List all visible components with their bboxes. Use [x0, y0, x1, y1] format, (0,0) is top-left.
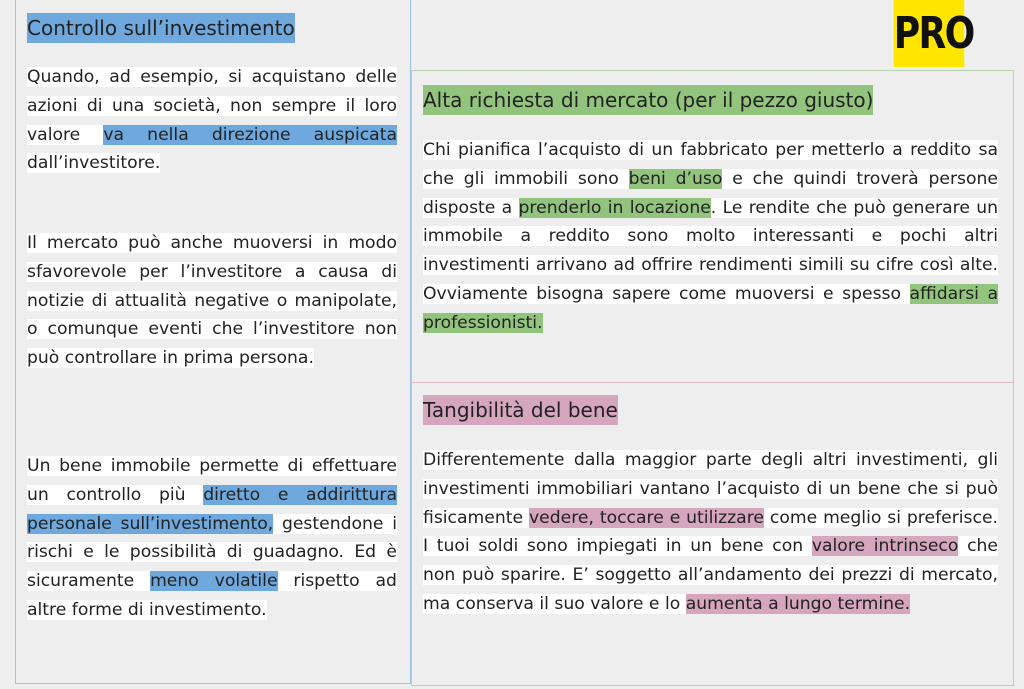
- highlighted-text: beni d’uso: [628, 168, 723, 189]
- pro-badge: PRO: [894, 0, 965, 67]
- text-run: Chi pianifica l’acquisto di un fabbricato per metterlo a reddito sa che gli immobili sono: [423, 140, 998, 189]
- market-demand-heading: Alta richiesta di mercato (per il pezzo giusto): [423, 85, 873, 115]
- text-run: che non può sparire. E’ soggetto all’andamento dei prezzi di mercato, ma conserva il suo valore e lo: [423, 536, 998, 614]
- highlighted-text: affidarsi a professionisti.: [423, 283, 998, 333]
- highlighted-text: prenderlo in locazione: [518, 197, 711, 218]
- left-paragraph-2: [27, 229, 397, 373]
- highlighted-text: va nella direzione auspicata: [103, 124, 397, 145]
- highlighted-text: aumenta a lungo termine.: [685, 593, 911, 614]
- text-run: Un bene immobile permette di effettuare un controllo più: [27, 456, 397, 505]
- text-run: gestendone i rischi e le possibilità di guadagno. Ed è sicuramente: [27, 513, 398, 592]
- panel-divider: [411, 382, 1014, 383]
- highlighted-text: diretto e addirittura personale sull’investimento,: [27, 484, 397, 534]
- text-run: come meglio si preferisce. I tuoi soldi sono impiegati in un bene con: [423, 507, 998, 557]
- highlighted-text: valore intrinseco: [811, 536, 959, 557]
- market-demand-paragraph: [423, 136, 998, 338]
- text-run: . Le rendite che può generare un immobile a reddito sono molto interessanti e pochi altri investimenti arrivano ad offrire rendimenti simili su cifre così alte. Ovviamente bisogna sapere come muoversi e spesso: [423, 197, 998, 304]
- highlighted-text: vedere, toccare e utilizzare: [528, 507, 764, 528]
- text-run: Il mercato può anche muoversi in modo sfavorevole per l’investitore a causa di notizie di attualità negative o manipolate, o comunque eventi che l’investitore non può controllare in prima persona.: [27, 233, 397, 369]
- text-run: rispetto ad altre forme di investimento.: [27, 571, 397, 620]
- left-paragraph-3: [27, 452, 397, 625]
- tangibility-paragraph: [423, 446, 998, 619]
- highlighted-text: meno volatile: [150, 571, 278, 592]
- left-paragraph-1: [27, 63, 397, 178]
- text-run: Quando, ad esempio, si acquistano delle azioni di una società, non sempre il loro valore: [27, 67, 397, 145]
- tangibility-heading: Tangibilità del bene: [423, 395, 618, 425]
- text-run: Differentemente dalla maggior parte degli altri investimenti, gli investimenti immobiliari vantano l’acquisto di un bene che si può fisicamente: [423, 450, 998, 528]
- left-heading: Controllo sull’investimento: [27, 13, 295, 43]
- text-run: dall’investitore.: [27, 153, 161, 174]
- text-run: e che quindi troverà persone disposte a: [423, 168, 998, 218]
